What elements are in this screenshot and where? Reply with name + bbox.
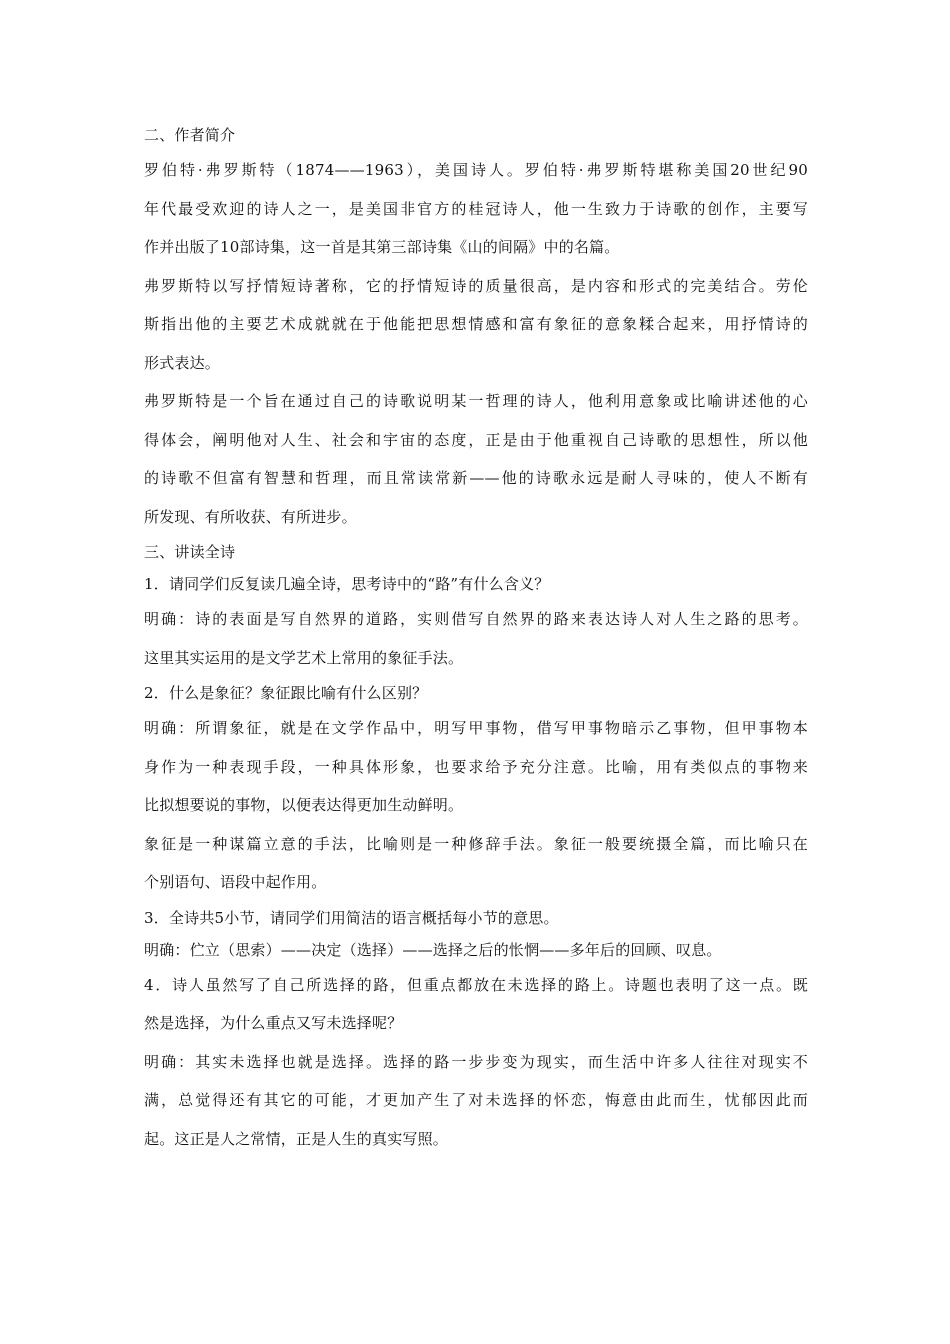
text-line: 明确：诗的表面是写自然界的道路，实则借写自然界的路来表达诗人对人生之路的思考。 [144, 610, 808, 628]
text-line: 起。这正是人之常情，正是人生的真实写照。 [144, 1129, 449, 1148]
text-line: 弗罗斯特以写抒情短诗著称，它的抒情短诗的质量很高，是内容和形式的完美结合。劳伦 [144, 276, 808, 295]
text-line: 4．诗人虽然写了自己所选择的路，但重点都放在未选择的路上。诗题也表明了这一点。既 [144, 975, 808, 994]
paragraph [144, 267, 808, 383]
paragraph [144, 600, 808, 677]
paragraph [144, 709, 808, 825]
text-line: 得体会，阐明他对人生、社会和宇宙的态度，正是由于他重视自己诗歌的思想性，所以他 [144, 430, 808, 449]
text-line: 的诗歌不但富有智慧和哲理，而且常读常新——他的诗歌永远是耐人寻味的，使人不断有 [144, 469, 808, 487]
section-line [144, 934, 808, 966]
text-line: 斯指出他的主要艺术成就就在于他能把思想情感和富有象征的意象糅合起来，用抒情诗的 [144, 315, 808, 333]
text-line: 3．全诗共5小节，请同学们用简洁的语言概括每小节的意思。 [144, 908, 559, 927]
section-line [144, 677, 808, 709]
text-line: 象征是一种谋篇立意的手法，比喻则是一种修辞手法。象征一般要统摄全篇，而比喻只在 [144, 834, 808, 853]
text-line: 满，总觉得还有其它的可能，才更加产生了对未选择的怀恋，悔意由此而生，忧郁因此而 [144, 1091, 808, 1109]
paragraph [144, 825, 808, 902]
text-line: 这里其实运用的是文学艺术上常用的象征手法。 [144, 648, 464, 667]
text-line: 二、作者简介 [144, 126, 236, 144]
section-line [144, 902, 808, 934]
document-body [144, 119, 808, 1158]
text-line: 比拟想要说的事物，以便表达得更加生动鲜明。 [144, 796, 464, 814]
section-line [144, 119, 808, 151]
paragraph [144, 1043, 808, 1159]
text-line: 个别语句、语段中起作用。 [144, 873, 327, 891]
text-line: 1．请同学们反复读几遍全诗，思考诗中的“路”有什么含义？ [144, 575, 550, 593]
text-line: 年代最受欢迎的诗人之一，是美国非官方的桂冠诗人，他一生致力于诗歌的创作，主要写 [144, 199, 808, 218]
section-line [144, 568, 808, 600]
text-line: 2．什么是象征？象征跟比喻有什么区别？ [144, 684, 428, 702]
text-line: 明确：伫立（思索）——决定（选择）——选择之后的怅惘——多年后的回顾、叹息。 [144, 940, 722, 959]
text-line: 所发现、有所收获、有所进步。 [144, 507, 357, 526]
text-line: 作并出版了10部诗集，这一首是其第三部诗集《山的间隔》中的名篇。 [144, 238, 620, 256]
text-line: 弗罗斯特是一个旨在通过自己的诗歌说明某一哲理的诗人，他利用意象或比喻讲述他的心 [144, 392, 808, 410]
text-line: 罗伯特·弗罗斯特（1874——1963），美国诗人。罗伯特·弗罗斯特堪称美国20世纪90 [144, 161, 808, 179]
paragraph [144, 151, 808, 267]
section-line [144, 536, 808, 568]
paragraph [144, 966, 808, 1043]
text-line: 明确：其实未选择也就是选择。选择的路一步步变为现实，而生活中许多人往往对现实不 [144, 1052, 808, 1071]
text-line: 三、讲读全诗 [144, 543, 236, 561]
text-line: 身作为一种表现手段，一种具体形象，也要求给予充分注意。比喻，用有类似点的事物来 [144, 757, 808, 776]
text-line: 然是选择，为什么重点又写未选择呢？ [144, 1014, 403, 1032]
text-line: 形式表达。 [144, 353, 221, 372]
paragraph [144, 382, 808, 536]
text-line: 明确：所谓象征，就是在文学作品中，明写甲事物，借写甲事物暗示乙事物，但甲事物本 [144, 719, 808, 737]
